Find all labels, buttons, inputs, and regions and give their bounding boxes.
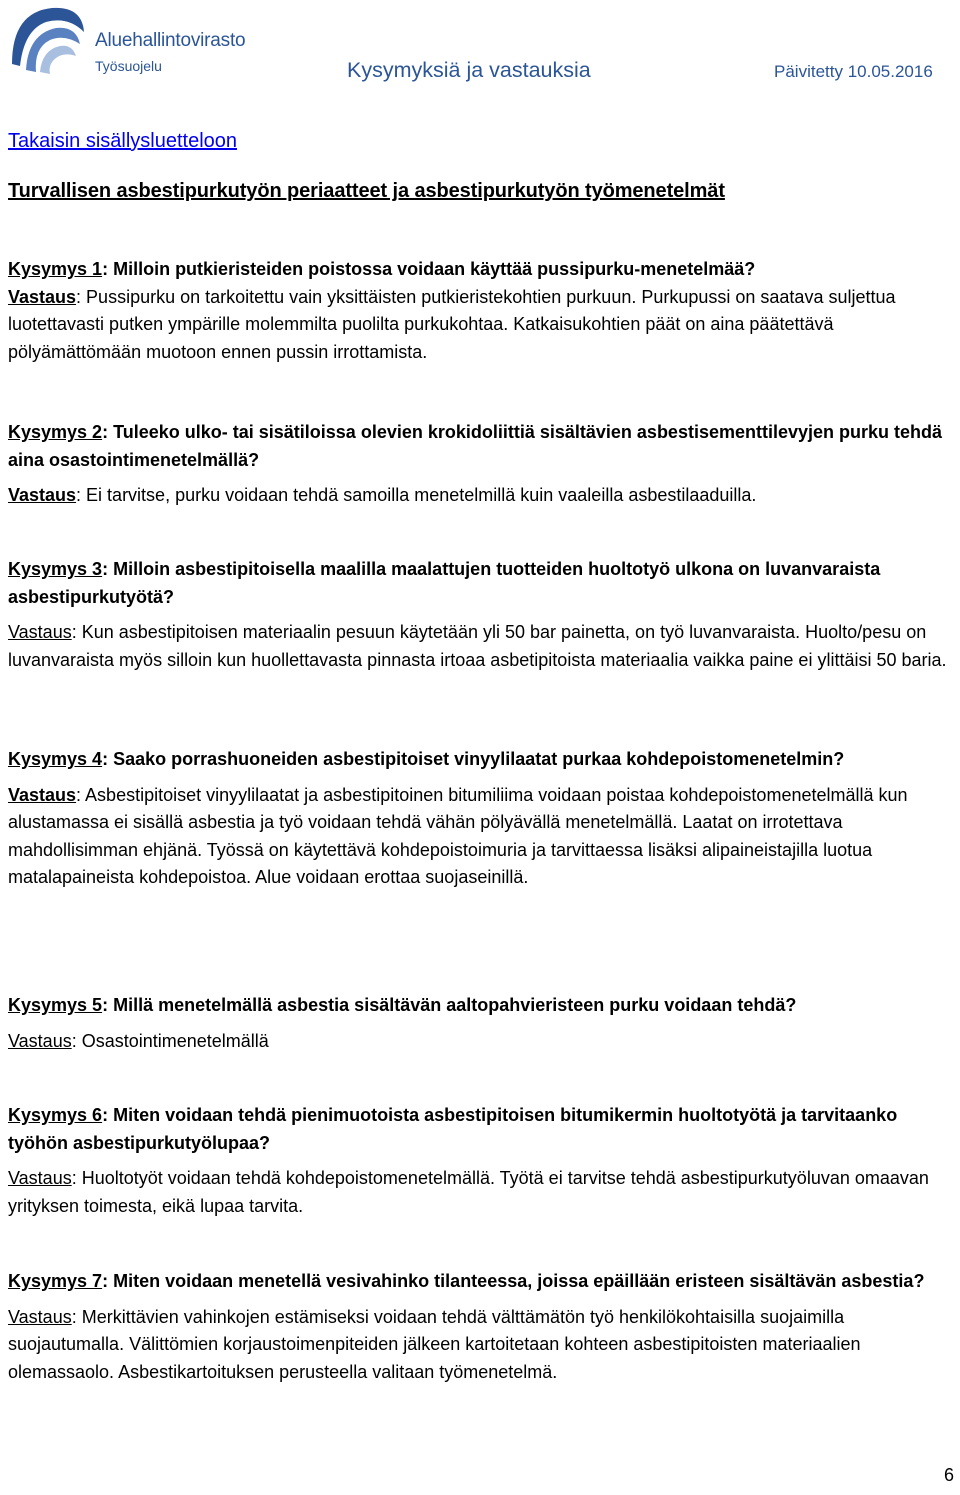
section-title: Turvallisen asbestipurkutyön periaatteet ja asbestipurkutyön työmenetelmät xyxy=(8,180,725,202)
answer-text: Vastaus: Kun asbestipitoisen materiaalin pesuun käytetään yli 50 bar painetta, on työ luvanvaraista. Huolto/pesu on luvanvaraista myös silloin kun huollettavasta pinnasta irtoaa asbetipitoista materiaalia vaikka paine ei ylittäisi 50 baria. xyxy=(8,622,947,670)
question-text: Kysymys 2: Tuleeko ulko- tai sisätiloissa olevien krokidoliittiä sisältävien asbestisementtilevyjen purku tehdä aina osastointimenetelmällä? xyxy=(8,422,943,470)
answer-label: Vastaus xyxy=(8,286,77,307)
answer-label: Vastaus xyxy=(8,1030,72,1051)
answer-label: Vastaus xyxy=(8,622,72,642)
question-label: Kysymys 1 xyxy=(8,259,103,279)
page-number: 6 xyxy=(943,1465,954,1485)
question-label: Kysymys 5 xyxy=(8,995,103,1015)
updated-date: Päivitetty 10.05.2016 xyxy=(774,62,933,81)
question-6 xyxy=(8,1102,960,1220)
answer-text: Vastaus: Osastointimenetelmällä xyxy=(8,1030,269,1051)
question-5 xyxy=(8,992,960,1055)
answer-text: Vastaus: Huoltotyöt voidaan tehdä kohdepoistomenetelmällä. Työtä ei tarvitse tehdä asbestipurkutyöluvan omaavan yrityksen toimesta, eikä lupaa tarvita. xyxy=(8,1168,929,1216)
answer-text: Vastaus: Merkittävien vahinkojen estämiseksi voidaan tehdä välttämätön työ henkilökohtaisilla suojaimilla suojautumalla. Välittömien korjaustoimenpiteiden jälkeen kartoitetaan kohteen asbestipitoisten materiaalien olemassaolo. Asbestikartoituksen perusteella valitaan työmenetelmä. xyxy=(8,1306,861,1382)
question-3 xyxy=(8,556,960,674)
avi-logo-icon xyxy=(6,4,86,76)
question-text: Kysymys 6: Miten voidaan tehdä pienimuotoista asbestipitoisen bitumikermin huoltotyötä ja tarvitaanko työhön asbestipurkutyölupaa? xyxy=(8,1105,898,1153)
org-name: Aluehallintovirasto xyxy=(95,30,246,51)
question-text: Kysymys 5: Millä menetelmällä asbestia sisältävän aaltopahvieristeen purku voidaan tehdä? xyxy=(8,995,797,1015)
answer-label: Vastaus xyxy=(8,1306,72,1327)
answer-text: Vastaus: Asbestipitoiset vinyylilaatat ja asbestipitoinen bitumiliima voidaan poistaa kohdepoistomenetelmällä kun alustamassa ei sisällä asbestia ja työ voidaan tehdä vähän pölyävällä menetelmällä. Laatat on irrotettava mahdollisimman ehjänä. Työssä on käytettävä kohdepoistoimuria ja tarvittaessa lisäksi alipaineistajilla luotua matalapaineista kohdepoistoa. Alue voidaan erottaa suojaseinillä. xyxy=(8,784,908,887)
answer-label: Vastaus xyxy=(8,1168,72,1188)
question-text: Kysymys 3: Milloin asbestipitoisella maalilla maalattujen tuotteiden huoltotyö ulkona on luvanvaraista asbestipurkutyötä? xyxy=(8,559,881,607)
question-label: Kysymys 7 xyxy=(8,1271,103,1291)
page-header xyxy=(0,0,960,100)
org-unit: Työsuojelu xyxy=(95,58,162,74)
question-text: Kysymys 7: Miten voidaan menetellä vesivahinko tilanteessa, joissa epäillään eristeen sisältävän asbestia? xyxy=(8,1271,925,1291)
back-to-toc-link[interactable]: Takaisin sisällysluetteloon xyxy=(8,130,238,152)
question-4 xyxy=(8,746,960,892)
question-text: Kysymys 1: Milloin putkieristeiden poistossa voidaan käyttää pussipurku-menetelmää? xyxy=(8,259,756,279)
question-label: Kysymys 4 xyxy=(8,749,103,769)
question-label: Kysymys 3 xyxy=(8,559,103,579)
answer-label: Vastaus xyxy=(8,485,77,505)
answer-label: Vastaus xyxy=(8,784,77,805)
question-2 xyxy=(8,419,960,510)
question-1 xyxy=(8,256,960,366)
answer-text: Vastaus: Pussipurku on tarkoitettu vain yksittäisten putkieristekohtien purkuun. Purkupussi on saatava suljettua luotettavasti putken ympärille molemmilta puolilta purkukohtaa. Katkaisukohtien päät on aina päätettävä pölyämättömään muotoon ennen pussin irrottamista. xyxy=(8,286,896,362)
question-text: Kysymys 4: Saako porrashuoneiden asbestipitoiset vinyylilaatat purkaa kohdepoistomenetelmin? xyxy=(8,749,845,769)
question-7 xyxy=(8,1268,960,1386)
answer-text: Vastaus: Ei tarvitse, purku voidaan tehdä samoilla menetelmillä kuin vaaleilla asbestilaaduilla. xyxy=(8,485,757,505)
document-title: Kysymyksiä ja vastauksia xyxy=(347,58,591,82)
question-label: Kysymys 6 xyxy=(8,1105,103,1125)
question-label: Kysymys 2 xyxy=(8,422,103,442)
